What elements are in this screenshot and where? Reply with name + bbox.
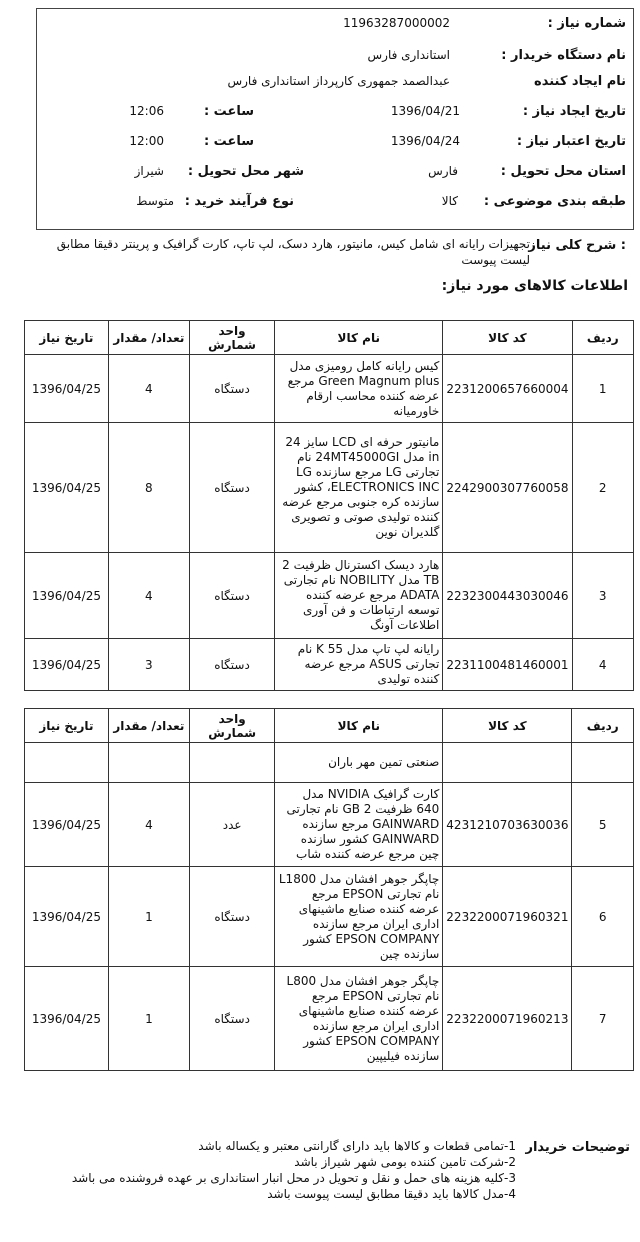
need-no-value: 11963287000002	[343, 16, 450, 30]
items-table-1	[24, 320, 634, 691]
note-line: 4-مدل کالاها باید دقیقا مطابق لیست پیوست باشد	[267, 1187, 516, 1201]
province-value: فارس	[428, 164, 458, 178]
col-code: کد کالا	[443, 321, 572, 355]
buyer-value: استانداری فارس	[367, 48, 450, 62]
valid-date-value: 1396/04/24	[390, 134, 460, 148]
creator-label: نام ایجاد کننده	[534, 74, 626, 89]
city-label: شهر محل تحویل :	[187, 164, 304, 179]
note-line: 2-شرکت تامین کننده بومی شهر شیراز باشد	[294, 1155, 516, 1169]
valid-time-value: 12:00	[129, 134, 164, 148]
table-row: 1396/04/25 1 دستگاه چاپگر جوهر افشان مدل L1800 نام تجارتی EPSON مرجع عرضه کننده صنایع ماشینهای اداری ایران مرجع سازنده EPSON COMPANY کشور سازنده چین 2232200071960321 6	[25, 867, 634, 967]
create-date-value: 1396/04/21	[390, 104, 460, 118]
table-header-row: تاریخ نیاز تعداد/ مقدار واحد شمارش نام کالا کد کالا ردیف	[25, 709, 634, 743]
buyer-notes	[36, 1138, 516, 1202]
process-label: نوع فرآیند خرید :	[184, 194, 294, 209]
col-unit: واحد شمارش	[189, 321, 274, 355]
table-row-continued	[25, 743, 634, 783]
items-table-2	[24, 708, 634, 1071]
process-value: متوسط	[136, 194, 174, 208]
buyer-label: نام دستگاه خریدار :	[501, 48, 626, 63]
table-row: 1396/04/25 8 دستگاه مانیتور حرفه ای LCD سایز 24 in مدل 24MT45000GI نام تجارتی LG مرجع سازنده LG ELECTRONICS INC، کشور سازنده کره جنوبی مرجع عرضه کننده تولیدی صوتی و تصویری گلدیران نوین 2242900307760058 2	[25, 423, 634, 553]
table-row: 1396/04/25 4 دستگاه کیس رایانه کامل رومیزی مدل Green Magnum plus مرجع عرضه کننده محاسب ارقام خاورمیانه 2231200657660004 1	[25, 355, 634, 423]
category-value: کالا	[441, 194, 458, 208]
note-line: 1-تمامی قطعات و کالاها باید دارای گارانتی معتبر و یکساله باشد	[198, 1139, 516, 1153]
create-date-label: تاریخ ایجاد نیاز :	[522, 104, 626, 119]
city-value: شیراز	[134, 164, 164, 178]
table-row: 1396/04/25 4 عدد کارت گرافیک NVIDIA مدل 640 ظرفیت GB 2 نام تجارتی GAINWARD مرجع سازنده GAINWARD کشور سازنده چین مرجع عرضه کننده شاب 4231210703630036 5	[25, 783, 634, 867]
valid-date-label: تاریخ اعتبار نیاز :	[516, 134, 626, 149]
creator-value: عبدالصمد جمهوری کارپرداز استانداری فارس	[227, 74, 450, 88]
category-label: طبقه بندی موضوعی :	[483, 194, 626, 209]
create-time-value: 12:06	[129, 104, 164, 118]
table-row: 1396/04/25 3 دستگاه رایانه لپ تاپ مدل K 55 نام تجارتی ASUS مرجع عرضه کننده تولیدی 2231100481460001 4	[25, 639, 634, 691]
create-time-label: ساعت :	[203, 104, 254, 119]
col-date: تاریخ نیاز	[25, 321, 109, 355]
need-no-label: شماره نیاز :	[547, 16, 626, 31]
col-row: ردیف	[572, 321, 634, 355]
section-title: اطلاعات کالاهای مورد نیاز:	[441, 278, 628, 294]
summary-text: تجهیزات رایانه ای شامل کیس، مانیتور، هارد دسک، لپ تاپ، کارت گرافیک و پرینتر دقیقا مطابق لیست پیوست	[56, 237, 530, 267]
continued-text: صنعتی تمین مهر باران	[275, 743, 443, 783]
summary-label: شرح کلی نیاز :	[528, 238, 626, 253]
province-label: استان محل تحویل :	[500, 164, 626, 179]
valid-time-label: ساعت :	[203, 134, 254, 149]
table-row: 1396/04/25 1 دستگاه چاپگر جوهر افشان مدل L800 نام تجارتی EPSON مرجع عرضه کننده صنایع ماشینهای اداری ایران مرجع سازنده EPSON COMPANY کشور سازنده فیلیپین 2232200071960213 7	[25, 967, 634, 1071]
buyer-notes-label: توضیحات خریدار	[525, 1140, 630, 1155]
col-qty: تعداد/ مقدار	[108, 321, 189, 355]
table-row: 1396/04/25 4 دستگاه هارد دیسک اکسترنال ظرفیت 2 TB مدل NOBILITY نام تجارتی ADATA مرجع عرضه کننده توسعه ارتباطات و فن آوری اطلاعات آونگ 2232300443030046 3	[25, 553, 634, 639]
col-name: نام کالا	[275, 321, 443, 355]
table-header-row	[25, 321, 634, 355]
note-line: 3-کلیه هزینه های حمل و نقل و تحویل در محل انبار استانداری بر عهده فروشنده می باشد	[71, 1171, 516, 1185]
